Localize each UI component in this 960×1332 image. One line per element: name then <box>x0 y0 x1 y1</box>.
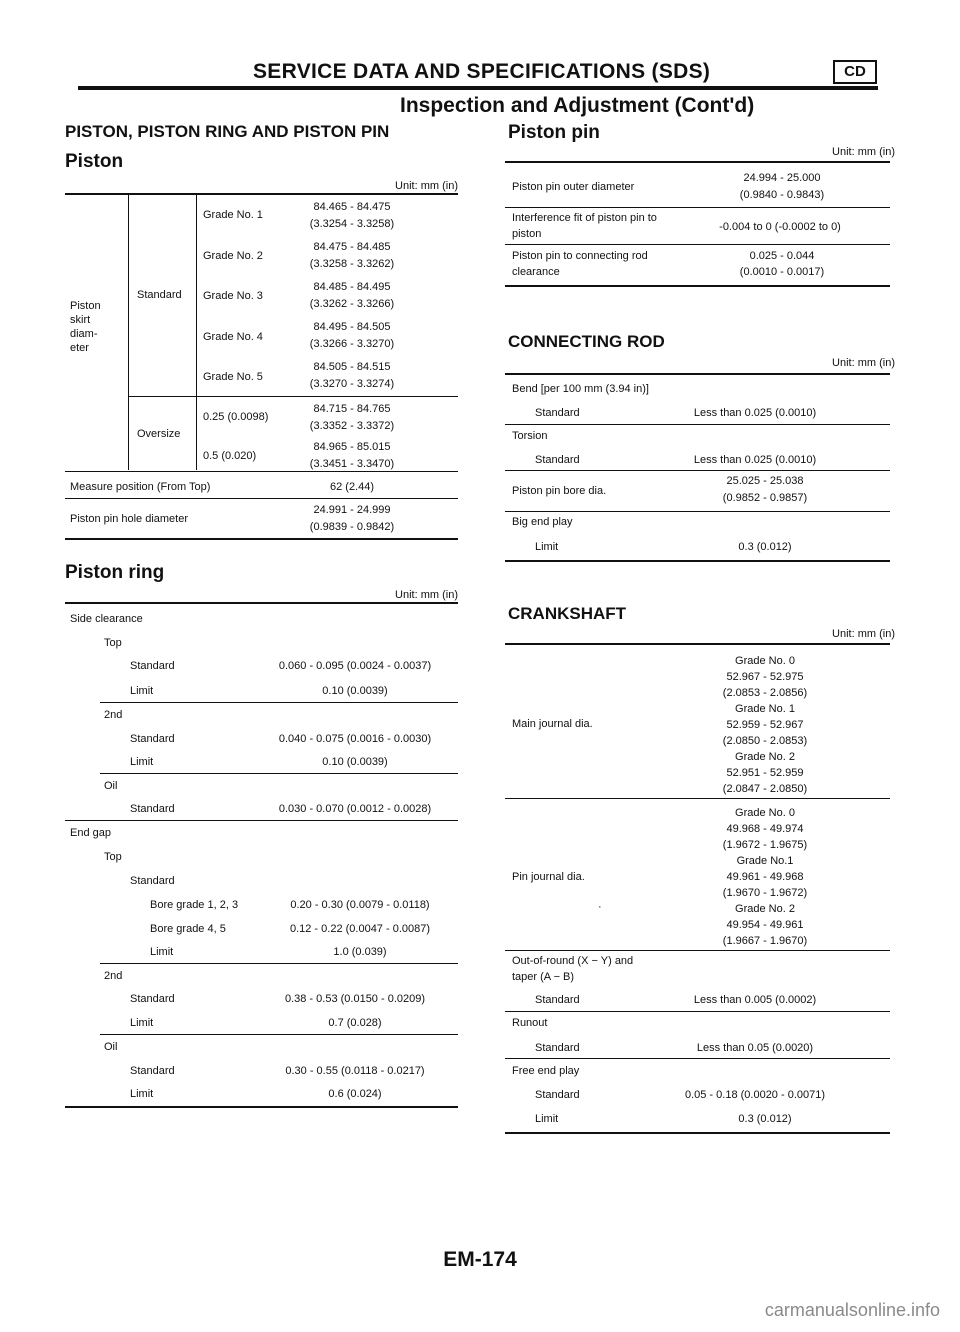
section-title-piston-ring-pin: PISTON, PISTON RING AND PISTON PIN <box>65 122 390 141</box>
big-end-limit-label: Limit <box>535 541 559 553</box>
oversize-separator <box>128 396 458 397</box>
pin-rule <box>505 244 890 245</box>
connecting-rod-title: CONNECTING ROD <box>508 332 665 351</box>
crank-rule <box>505 950 890 951</box>
crank-rule <box>505 798 890 799</box>
piston-ring-title: Piston ring <box>65 562 165 583</box>
crank-table-top-rule <box>505 643 890 645</box>
runout-label: Runout <box>512 1017 548 1029</box>
pin-hole-inch: (0.9839 - 0.9842) <box>309 521 395 533</box>
pin-outer-value <box>712 171 852 202</box>
pin-table-top-rule <box>505 161 890 163</box>
out-of-round-label-line: Out-of-round (X − Y) and <box>512 955 634 967</box>
pin-hole-value <box>292 503 412 534</box>
pin-clearance-inch: (0.0010 - 0.0017) <box>739 266 825 278</box>
side-clearance-label: Side clearance <box>70 613 143 625</box>
ring-top-label: Top <box>104 637 122 649</box>
end-gap-top-standard-label: Standard <box>130 875 175 887</box>
ring-second-limit-value: 0.10 (0.0039) <box>322 756 388 768</box>
main-journal-value-line: (2.0850 - 2.0853) <box>722 735 808 747</box>
pin-journal-label: Pin journal dia. <box>512 871 585 883</box>
grade-value <box>292 200 412 231</box>
end-gap-oil-standard-value: 0.30 - 0.55 (0.0118 - 0.0217) <box>285 1065 425 1077</box>
oversize-inch: (3.3352 - 3.3372) <box>309 420 395 432</box>
bore-grade-123-value: 0.20 - 0.30 (0.0079 - 0.0118) <box>290 899 430 911</box>
piston-table-top-rule <box>65 193 458 195</box>
end-gap-top-label: Top <box>104 851 122 863</box>
piston-pin-unit: Unit: mm (in) <box>832 146 895 158</box>
end-gap-second-limit-label: Limit <box>130 1017 154 1029</box>
measure-position-label: Measure position (From Top) <box>70 481 211 493</box>
grade-inch: (3.3254 - 3.3258) <box>309 218 395 230</box>
pin-clearance-label <box>512 249 648 279</box>
grade-value <box>292 360 412 391</box>
cd-badge: CD <box>833 60 877 84</box>
interference-label <box>512 211 657 241</box>
big-end-limit-value: 0.3 (0.012) <box>738 541 792 553</box>
grade-label: Grade No. 2 <box>203 250 263 262</box>
pin-journal-value-line: 49.961 - 49.968 <box>726 871 804 883</box>
bore-grade-123-label: Bore grade 1, 2, 3 <box>150 899 239 911</box>
runout-standard-label: Standard <box>535 1042 580 1054</box>
pin-journal-values <box>700 805 830 949</box>
conrod-rule <box>505 470 890 471</box>
conrod-table-top-rule <box>505 373 890 375</box>
ring-oil-standard-value: 0.030 - 0.070 (0.0012 - 0.0028) <box>278 803 432 815</box>
out-of-round-label <box>512 954 633 984</box>
stray-dot: · <box>598 901 602 913</box>
bend-label: Bend [per 100 mm (3.94 in)] <box>512 383 649 395</box>
big-end-play-label: Big end play <box>512 516 573 528</box>
runout-standard-value: Less than 0.05 (0.0020) <box>696 1042 814 1054</box>
end-gap-second-standard-label: Standard <box>130 993 175 1005</box>
main-journal-value-line: Grade No. 0 <box>735 655 795 667</box>
free-end-standard-value: 0.05 - 0.18 (0.0020 - 0.0071) <box>684 1089 826 1101</box>
main-journal-value-line: 52.959 - 52.967 <box>726 719 804 731</box>
pin-bore-value <box>700 474 830 505</box>
pin-outer-mm: 24.994 - 25.000 <box>743 172 821 184</box>
pin-journal-value-line: Grade No. 2 <box>735 903 795 915</box>
crankshaft-unit: Unit: mm (in) <box>832 628 895 640</box>
page-number: EM-174 <box>443 1248 517 1271</box>
page-subtitle: Inspection and Adjustment (Cont'd) <box>400 94 755 117</box>
grade-inch: (3.3266 - 3.3270) <box>309 338 395 350</box>
pin-journal-value-line: (1.9672 - 1.9675) <box>722 839 808 851</box>
grade-value <box>292 240 412 271</box>
pin-clearance-label-line: clearance <box>512 266 560 278</box>
oversize-value <box>292 402 412 433</box>
end-gap-oil-limit-value: 0.6 (0.024) <box>328 1088 382 1100</box>
end-gap-label: End gap <box>70 827 111 839</box>
main-journal-value-line: 52.967 - 52.975 <box>726 671 804 683</box>
pin-rule <box>505 207 890 208</box>
torsion-label: Torsion <box>512 430 548 442</box>
end-gap-second-limit-value: 0.7 (0.028) <box>328 1017 382 1029</box>
grade-mm: 84.505 - 84.515 <box>313 361 391 373</box>
pin-clearance-mm: 0.025 - 0.044 <box>749 250 815 262</box>
out-of-round-standard-label: Standard <box>535 994 580 1006</box>
grade-value <box>292 320 412 351</box>
oversize-mm: 84.715 - 84.765 <box>313 403 391 415</box>
free-end-limit-value: 0.3 (0.012) <box>738 1113 792 1125</box>
bore-grade-45-value: 0.12 - 0.22 (0.0047 - 0.0087) <box>289 923 431 935</box>
torsion-standard-value: Less than 0.025 (0.0010) <box>693 454 817 466</box>
main-journal-value-line: (2.0853 - 2.0856) <box>722 687 808 699</box>
crank-rule <box>505 1058 890 1059</box>
end-gap-second-label: 2nd <box>104 970 123 982</box>
free-end-standard-label: Standard <box>535 1089 580 1101</box>
conrod-table-bottom-rule <box>505 560 890 562</box>
piston-table-bottom-rule <box>65 538 458 540</box>
main-journal-value-line: (2.0847 - 2.0850) <box>722 783 808 795</box>
pin-bore-mm: 25.025 - 25.038 <box>726 475 804 487</box>
ring-top-limit-label: Limit <box>130 685 154 697</box>
ring-oil-standard-label: Standard <box>130 803 175 815</box>
ring-second-label: 2nd <box>104 709 123 721</box>
piston-rule <box>65 498 458 499</box>
oversize-value <box>292 440 412 471</box>
piston-row-label-line: diam- <box>70 328 98 340</box>
grade-label: Grade No. 3 <box>203 290 263 302</box>
pin-bore-inch: (0.9852 - 0.9857) <box>722 492 808 504</box>
ring-second-limit-label: Limit <box>130 756 154 768</box>
piston-ring-unit: Unit: mm (in) <box>395 589 458 601</box>
pin-bore-label: Piston pin bore dia. <box>512 485 607 497</box>
piston-unit: Unit: mm (in) <box>395 180 458 192</box>
pin-clearance-value <box>712 249 852 279</box>
pin-journal-value-line: 49.968 - 49.974 <box>726 823 804 835</box>
oversize-inch: (3.3451 - 3.3470) <box>309 458 395 470</box>
grade-value <box>292 280 412 311</box>
ring-rule <box>100 1034 458 1035</box>
bend-standard-value: Less than 0.025 (0.0010) <box>693 407 817 419</box>
pin-table-bottom-rule <box>505 285 890 287</box>
interference-value: -0.004 to 0 (-0.0002 to 0) <box>719 221 841 233</box>
piston-row-label-line: skirt <box>70 314 91 326</box>
grade-mm: 84.465 - 84.475 <box>313 201 391 213</box>
bend-standard-label: Standard <box>535 407 580 419</box>
ring-oil-label: Oil <box>104 780 118 792</box>
interference-label-line: piston <box>512 228 542 240</box>
conrod-rule <box>505 511 890 512</box>
out-of-round-label-line: taper (A − B) <box>512 971 575 983</box>
end-gap-top-limit-label: Limit <box>150 946 174 958</box>
pin-journal-value-line: Grade No. 0 <box>735 807 795 819</box>
ring-rule <box>100 963 458 964</box>
piston-divider-2 <box>196 195 197 470</box>
grade-mm: 84.495 - 84.505 <box>313 321 391 333</box>
end-gap-oil-label: Oil <box>104 1041 118 1053</box>
grade-label: Grade No. 5 <box>203 371 263 383</box>
conrod-rule <box>505 424 890 425</box>
crank-rule <box>505 1011 890 1012</box>
oversize-size: 0.5 (0.020) <box>203 450 257 462</box>
pin-outer-inch: (0.9840 - 0.9843) <box>739 189 825 201</box>
piston-pin-title: Piston pin <box>508 122 600 143</box>
free-end-limit-label: Limit <box>535 1113 559 1125</box>
torsion-standard-label: Standard <box>535 454 580 466</box>
ring-table-top-rule <box>65 602 458 604</box>
oversize-label: Oversize <box>137 428 181 440</box>
oversize-size: 0.25 (0.0098) <box>203 411 269 423</box>
page-header-title: SERVICE DATA AND SPECIFICATIONS (SDS) <box>253 60 711 83</box>
grade-inch: (3.3270 - 3.3274) <box>309 378 395 390</box>
piston-title: Piston <box>65 151 124 172</box>
end-gap-top-limit-value: 1.0 (0.039) <box>333 946 387 958</box>
ring-second-standard-label: Standard <box>130 733 175 745</box>
pin-hole-mm: 24.991 - 24.999 <box>313 504 391 516</box>
grade-mm: 84.475 - 84.485 <box>313 241 391 253</box>
main-journal-label: Main journal dia. <box>512 718 593 730</box>
interference-label-line: Interference fit of piston pin to <box>512 212 657 224</box>
ring-table-bottom-rule <box>65 1106 458 1108</box>
main-journal-value-line: Grade No. 1 <box>735 703 795 715</box>
end-gap-second-standard-value: 0.38 - 0.53 (0.0150 - 0.0209) <box>284 993 426 1005</box>
main-journal-values <box>700 653 830 797</box>
watermark: carmanualsonline.info <box>764 1300 940 1320</box>
grade-inch: (3.3258 - 3.3262) <box>309 258 395 270</box>
crankshaft-title: CRANKSHAFT <box>508 604 627 623</box>
pin-hole-label: Piston pin hole diameter <box>70 513 189 525</box>
ring-rule <box>100 702 458 703</box>
grade-mm: 84.485 - 84.495 <box>313 281 391 293</box>
standard-label: Standard <box>137 289 182 301</box>
measure-position-value: 62 (2.44) <box>329 481 375 493</box>
free-end-play-label: Free end play <box>512 1065 580 1077</box>
oversize-mm: 84.965 - 85.015 <box>313 441 391 453</box>
bore-grade-45-label: Bore grade 4, 5 <box>150 923 226 935</box>
crank-table-bottom-rule <box>505 1132 890 1134</box>
piston-row-label-line: eter <box>70 342 89 354</box>
ring-rule <box>65 820 458 821</box>
pin-outer-label: Piston pin outer diameter <box>512 181 635 193</box>
main-journal-value-line: Grade No. 2 <box>735 751 795 763</box>
piston-divider-1 <box>128 195 129 470</box>
out-of-round-standard-value: Less than 0.005 (0.0002) <box>693 994 817 1006</box>
pin-journal-value-line: (1.9667 - 1.9670) <box>722 935 808 947</box>
pin-clearance-label-line: Piston pin to connecting rod <box>512 250 648 262</box>
ring-top-standard-value: 0.060 - 0.095 (0.0024 - 0.0037) <box>278 660 432 672</box>
piston-row-label-line: Piston <box>70 300 101 312</box>
piston-row-label <box>70 299 101 355</box>
main-journal-value-line: 52.951 - 52.959 <box>726 767 804 779</box>
ring-top-standard-label: Standard <box>130 660 175 672</box>
piston-rule <box>65 471 458 472</box>
ring-top-limit-value: 0.10 (0.0039) <box>322 685 388 697</box>
grade-inch: (3.3262 - 3.3266) <box>309 298 395 310</box>
connecting-rod-unit: Unit: mm (in) <box>832 357 895 369</box>
ring-second-standard-value: 0.040 - 0.075 (0.0016 - 0.0030) <box>278 733 432 745</box>
ring-rule <box>100 773 458 774</box>
grade-label: Grade No. 1 <box>203 209 263 221</box>
end-gap-oil-limit-label: Limit <box>130 1088 154 1100</box>
pin-journal-value-line: Grade No.1 <box>736 855 794 867</box>
pin-journal-value-line: (1.9670 - 1.9672) <box>722 887 808 899</box>
header-rule <box>78 86 878 90</box>
end-gap-oil-standard-label: Standard <box>130 1065 175 1077</box>
pin-journal-value-line: 49.954 - 49.961 <box>726 919 804 931</box>
grade-label: Grade No. 4 <box>203 331 263 343</box>
